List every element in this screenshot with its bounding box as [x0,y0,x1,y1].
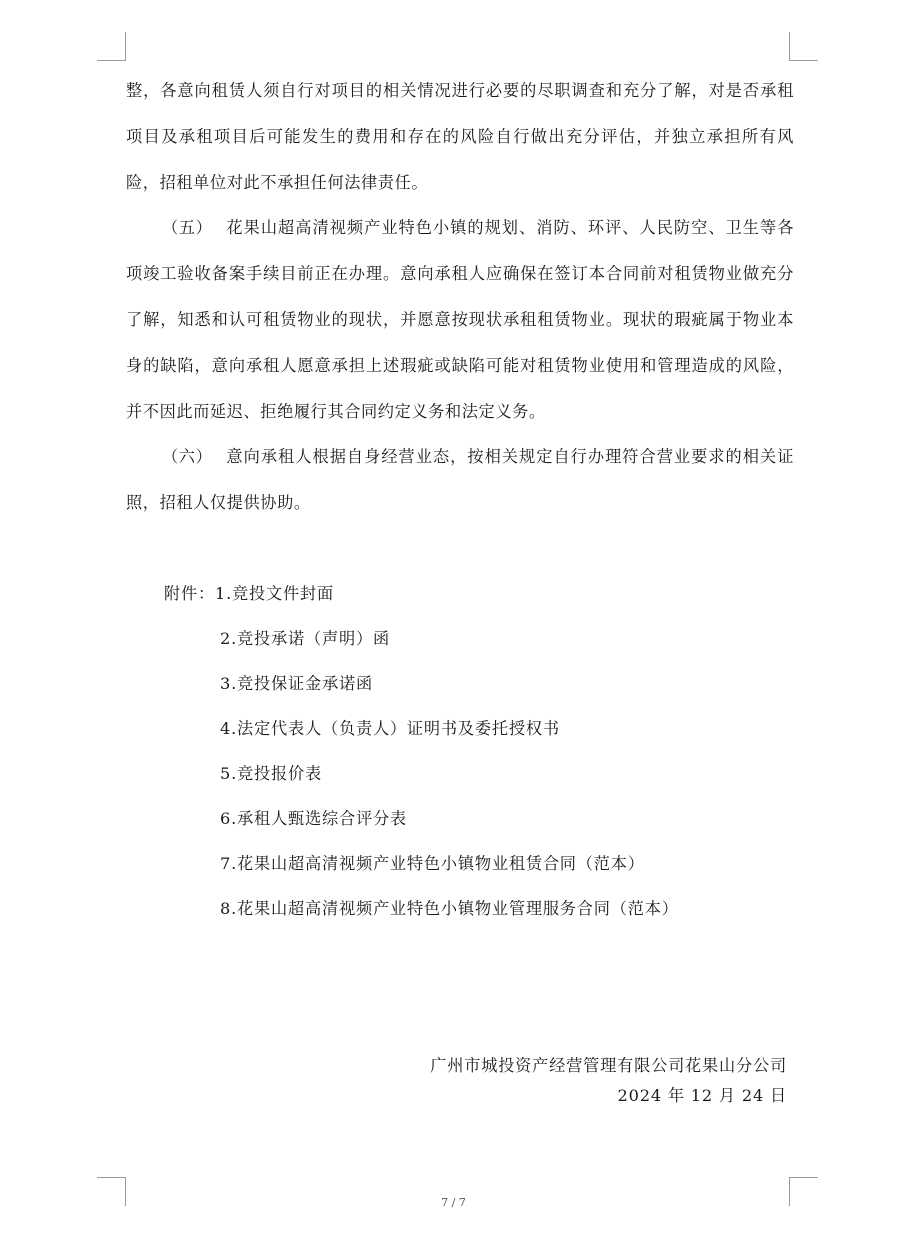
attachment-list [126,571,794,931]
document-body [126,68,794,931]
attachment-item-2: 2.竞投承诺（声明）函 [220,628,390,648]
attachment-item-7: 7.花果山超高清视频产业特色小镇物业租赁合同（范本） [220,853,645,873]
attachment-item-5: 5.竞投报价表 [220,763,322,783]
signature-organization: 广州市城投资产经营管理有限公司花果山分公司 [430,1056,787,1075]
paragraph-item-6 [126,434,794,526]
paragraph-continued: 整，各意向租赁人须自行对项目的相关情况进行必要的尽职调查和充分了解，对是否承租项目及承租项目后可能发生的费用和存在的风险自行做出充分评估，并独立承担所有风险，招租单位对此不承担任何法律责任。 [126,81,794,192]
attachment-item-4: 4.法定代表人（负责人）证明书及委托授权书 [220,718,560,738]
crop-mark-top-left [97,32,126,61]
crop-mark-top-right [789,32,818,61]
attachment-item-6: 6.承租人甄选综合评分表 [220,808,407,828]
attachment-item-8: 8.花果山超高清视频产业特色小镇物业管理服务合同（范本） [220,898,679,918]
paragraph-item-5-text: 花果山超高清视频产业特色小镇的规划、消防、环评、人民防空、卫生等各项竣工验收备案手续目前正在办理。意向承租人应确保在签订本合同前对租赁物业做充分了解，知悉和认可租赁物业的现状，并愿意按现状承租租赁物业。现状的瑕疵属于物业本身的缺陷，意向承租人愿意承担上述瑕疵或缺陷可能对租赁物业使用和管理造成的风险，并不因此而延迟、拒绝履行其合同约定义务和法定义务。 [126,218,794,421]
signature-date: 2024 年 12 月 24 日 [617,1086,787,1105]
paragraph-item-6-text: 意向承租人根据自身经营业态，按相关规定自行办理符合营业要求的相关证照，招租人仅提供协助。 [126,447,794,513]
page-number: 7 / 7 [441,1196,466,1209]
attachment-item-1: 1.竞投文件封面 [214,583,334,603]
attachment-label: 附件： [164,583,215,603]
item-number-5: （五） [162,218,213,238]
paragraph-item-5 [126,205,794,434]
attachment-item [126,571,794,616]
item-number-6: （六） [162,447,213,467]
spacer [126,526,794,571]
attachment-item-3: 3.竞投保证金承诺函 [220,673,373,693]
